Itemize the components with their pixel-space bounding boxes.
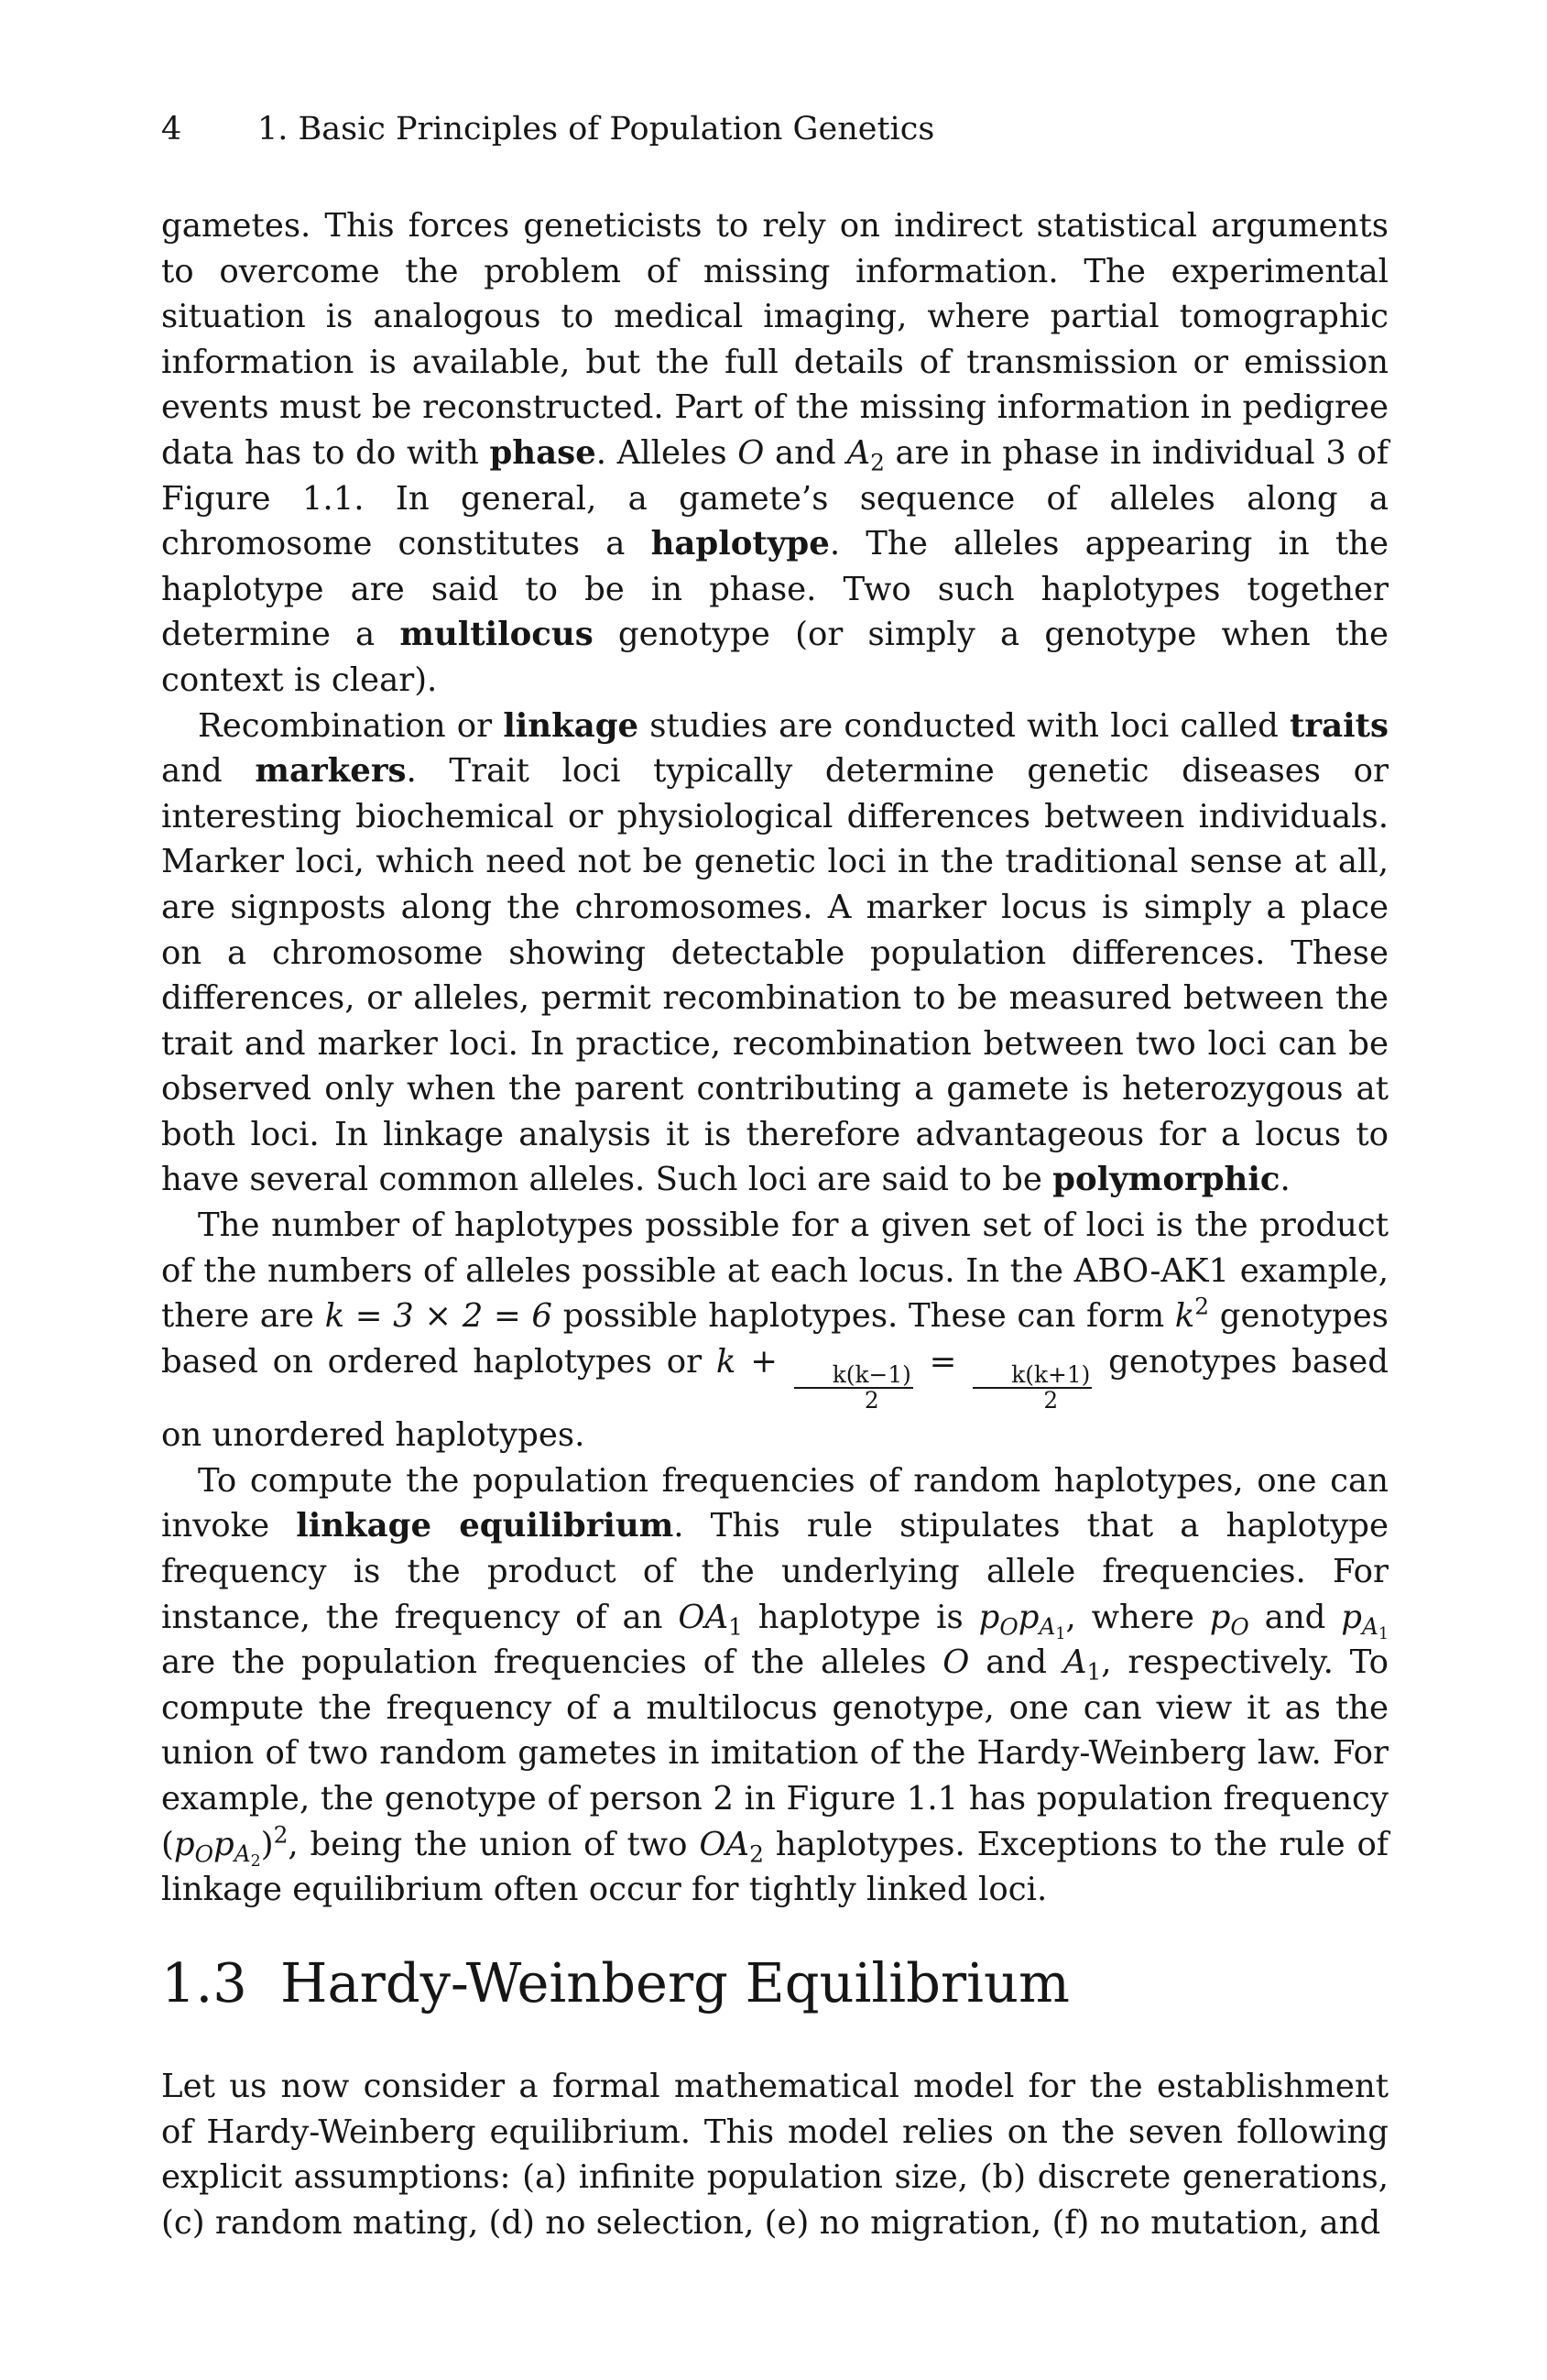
subscript-O: O: [194, 1840, 213, 1867]
superscript: 2: [273, 1820, 289, 1848]
body-text: [161, 203, 1389, 1913]
fraction-numerator: k(k−1): [794, 1363, 913, 1389]
subscript: 2: [870, 449, 885, 476]
paragraph-haplotype-count: [161, 1203, 1389, 1458]
math-p: p: [1209, 1598, 1231, 1636]
term-multilocus: multilocus: [399, 616, 594, 654]
running-title: 1. Basic Principles of Population Genetics: [257, 111, 935, 147]
subscript: 2: [749, 1840, 764, 1867]
subscript-A: A: [1362, 1613, 1378, 1640]
math-p: p: [173, 1825, 195, 1863]
subscript: 1: [1378, 1625, 1389, 1644]
fraction: [973, 1363, 1092, 1413]
term-markers: markers: [255, 752, 407, 791]
text-run: haplotypes. Exceptions to the rule of linkage equilibrium often occur for tightly linked loci.: [161, 1825, 1389, 1909]
math-k: k: [1174, 1297, 1195, 1336]
subscript-O: O: [999, 1613, 1019, 1640]
superscript: 2: [1194, 1293, 1210, 1320]
subscript-A: A: [1039, 1613, 1056, 1640]
paragraph-linkage: [161, 704, 1389, 1204]
text-run: and: [161, 752, 256, 791]
text-run: gametes. This forces geneticists to rely on indirect statistical arguments to overcome the problem of missing information. The experimental situation is analogous to medical imaging, where partial tomographic information is available, but the full details of transmission or emission events must be reconstructed. Part of the missing information in pedigree data has to do with: [161, 207, 1389, 472]
text-run: genotypes based on ordered haplotypes or: [161, 1297, 1389, 1381]
text-run: genotype (or simply a genotype when the context is clear).: [161, 616, 1389, 699]
text-run: . This rule stipulates that a haplotype frequency is the product of the underlying allele frequencies. For instance, the frequency of an: [161, 1507, 1389, 1636]
subscript-O: O: [1230, 1613, 1249, 1640]
paragraph-phase: [161, 203, 1389, 704]
allele-A: A: [1062, 1643, 1087, 1682]
math-k-equals-6: k = 3 × 2 = 6: [324, 1297, 552, 1336]
term-polymorphic: polymorphic: [1052, 1161, 1280, 1199]
fraction: [794, 1363, 913, 1413]
text-run: and: [969, 1643, 1063, 1682]
text-run: genotypes based on unordered haplotypes.: [161, 1342, 1389, 1455]
math-p: p: [212, 1825, 234, 1863]
math-p: p: [1341, 1598, 1362, 1636]
paren: (: [161, 1825, 174, 1863]
term-traits: traits: [1290, 706, 1389, 745]
text-run: . Alleles: [595, 433, 738, 472]
allele-O: O: [942, 1643, 970, 1682]
text-run: The number of haplotypes possible for a given set of loci is the product of the numbers of alleles possible at each locus. In the ABO-AK1 example, there are: [161, 1206, 1389, 1336]
allele-O: O: [737, 433, 765, 472]
section-number: 1.3: [161, 1951, 247, 2014]
subscript: 1: [1086, 1658, 1102, 1686]
text-run: To compute the population frequencies of random haplotypes, one can invoke: [161, 1461, 1389, 1545]
text-run: , where: [1065, 1598, 1210, 1636]
math-k-plus: k +: [715, 1342, 778, 1381]
text-run: possible haplotypes. These can form: [552, 1297, 1175, 1336]
text-run: are in phase in individual 3 of Figure 1.1. In general, a gamete’s sequence of alleles along a chromosome constitutes a: [161, 433, 1389, 563]
paragraph-linkage-equilibrium: [161, 1458, 1389, 1913]
text-run: studies are conducted with loci called: [638, 706, 1291, 745]
section-title: Hardy-Weinberg Equilibrium: [280, 1951, 1070, 2014]
math-equals: =: [929, 1342, 957, 1381]
subscript: 1: [728, 1613, 743, 1640]
term-linkage-equilibrium: linkage equilibrium: [296, 1507, 674, 1545]
term-linkage: linkage: [503, 706, 639, 745]
text-run: , being the union of two: [288, 1825, 700, 1863]
text-run: .: [1280, 1161, 1291, 1199]
section-paragraph: Let us now consider a formal mathematical model for the establishment of Hardy-Weinberg equilibrium. This model relies on the seven following explicit assumptions: (a) infinite population size, (b) discrete generations, (c) random mating, (d) no selection, (e) no migration, (f) no mutation, and: [161, 2068, 1389, 2242]
haplotype-OA: OA: [699, 1825, 750, 1863]
text-run: . The alleles appearing in the haplotype are said to be in phase. Two such haplotypes together determine a: [161, 525, 1389, 654]
subscript: 2: [250, 1852, 261, 1872]
page-number: 4: [161, 111, 182, 147]
subscript: 1: [1055, 1625, 1066, 1644]
term-haplotype: haplotype: [650, 525, 830, 563]
fraction-denominator: 2: [1043, 1387, 1059, 1414]
fraction-denominator: 2: [864, 1387, 879, 1414]
section-heading: [161, 1951, 1070, 2016]
math-p: p: [1018, 1598, 1040, 1636]
fraction-numerator: k(k+1): [973, 1363, 1092, 1389]
text-run: and: [764, 433, 847, 472]
allele-A: A: [846, 433, 871, 472]
text-run: , respectively. To compute the frequency of a multilocus genotype, one can view it as the union of two random gametes in imitation of the Hardy-Weinberg law. For example, the genotype of person 2 in Figure 1.1 has population frequency: [161, 1643, 1389, 1818]
text-run: and: [1248, 1598, 1342, 1636]
text-run: Recombination or: [198, 706, 504, 745]
haplotype-OA: OA: [678, 1598, 729, 1636]
text-run: haplotype is: [742, 1598, 979, 1636]
text-run: . Trait loci typically determine genetic diseases or interesting biochemical or physiological differences between individuals. Marker loci, which need not be genetic loci in the traditional sense at all, are signposts along the chromosomes. A marker locus is simply a place on a chromosome showing detectable population differences. These differences, or alleles, permit recombination to be measured between the trait and marker loci. In practice, recombination between two loci can be observed only when the parent contributing a gamete is heterozygous at both loci. In linkage analysis it is therefore advantageous for a locus to have several common alleles. Such loci are said to be: [161, 752, 1389, 1199]
subscript-A: A: [234, 1840, 251, 1867]
text-run: are the population frequencies of the alleles: [161, 1643, 943, 1682]
running-head: [161, 110, 934, 148]
math-p: p: [978, 1598, 1000, 1636]
term-phase: phase: [489, 433, 596, 472]
paren: ): [260, 1825, 274, 1863]
